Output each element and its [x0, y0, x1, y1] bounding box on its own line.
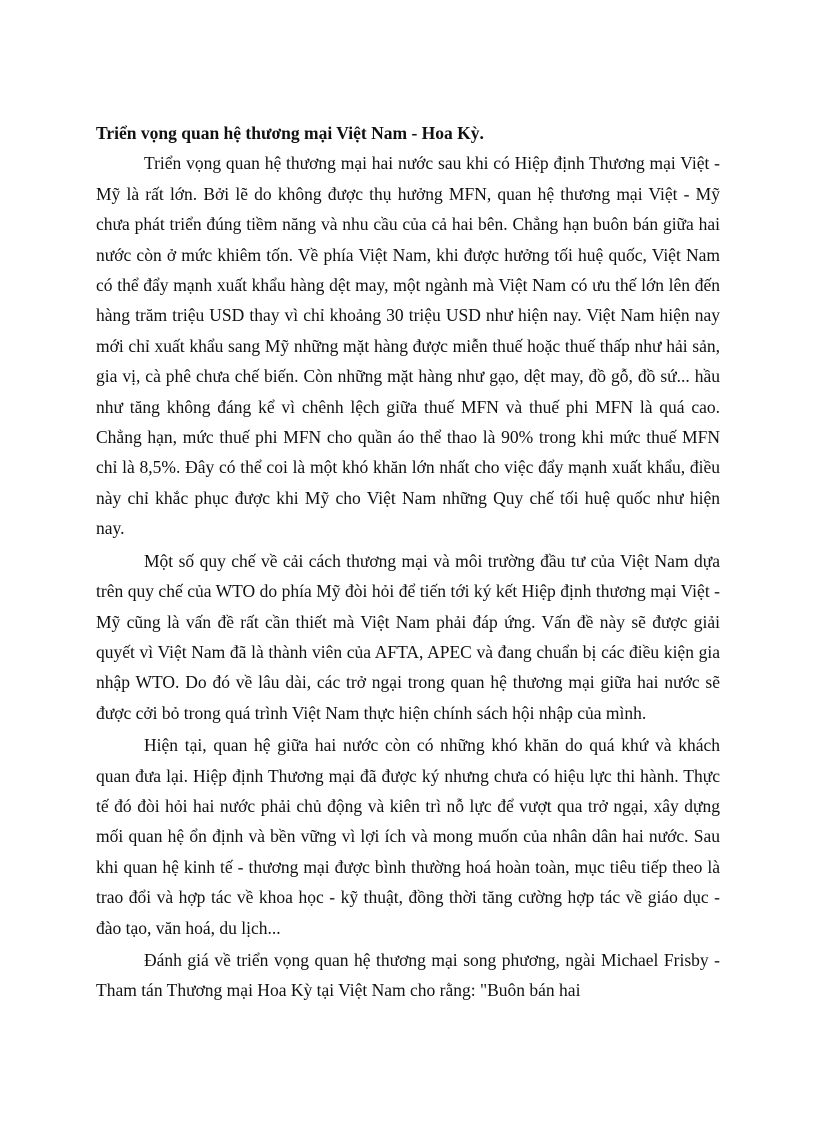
paragraph-2: Một số quy chế về cải cách thương mại và môi trường đầu tư của Việt Nam dựa trên quy chế của WTO do phía Mỹ đòi hỏi để tiến tới ký kết Hiệp định thương mại Việt - Mỹ cũng là vấn đề rất cần thiết mà Việt Nam phải đáp ứng. Vấn đề này sẽ được giải quyết vì Việt Nam đã là thành viên của AFTA, APEC và đang chuẩn bị các điều kiện gia nhập WTO. Do đó về lâu dài, các trở ngại trong quan hệ thương mại giữa hai nước sẽ được cởi bỏ trong quá trình Việt Nam thực hiện chính sách hội nhập của mình.: [96, 550, 720, 723]
paragraph-4: Đánh giá về triển vọng quan hệ thương mại song phương, ngài Michael Frisby - Tham tán Thương mại Hoa Kỳ tại Việt Nam cho rằng: "Buôn bán hai: [96, 949, 720, 1001]
section-title: Triển vọng quan hệ thương mại Việt Nam - Hoa Kỳ.: [96, 123, 484, 143]
document-page: [96, 118, 720, 1006]
paragraph-3: Hiện tại, quan hệ giữa hai nước còn có những khó khăn do quá khứ và khách quan đưa lại. Hiệp định Thương mại đã được ký nhưng chưa có hiệu lực thi hành. Thực tế đó đòi hỏi hai nước phải chủ động và kiên trì nỗ lực để vượt qua trở ngại, xây dựng mối quan hệ ổn định và bền vững vì lợi ích và mong muốn của nhân dân hai nước. Sau khi quan hệ kinh tế - thương mại được bình thường hoá hoàn toàn, mục tiêu tiếp theo là trao đổi và hợp tác về khoa học - kỹ thuật, đồng thời tăng cường hợp tác về giáo dục - đào tạo, văn hoá, du lịch...: [96, 735, 720, 938]
paragraph-1: Triển vọng quan hệ thương mại hai nước sau khi có Hiệp định Thương mại Việt - Mỹ là rất lớn. Bởi lẽ do không được thụ hưởng MFN, quan hệ thương mại Việt - Mỹ chưa phát triển đúng tiềm năng và nhu cầu của cả hai bên. Chẳng hạn buôn bán giữa hai nước còn ở mức khiêm tốn. Về phía Việt Nam, khi được hưởng tối huệ quốc, Việt Nam có thể đẩy mạnh xuất khẩu hàng dệt may, một ngành mà Việt Nam có ưu thế lớn lên đến hàng trăm triệu USD thay vì chỉ khoảng 30 triệu USD như hiện nay. Việt Nam hiện nay mới chỉ xuất khẩu sang Mỹ những mặt hàng được miễn thuế hoặc thuế thấp như hải sản, gia vị, cà phê chưa chế biến. Còn những mặt hàng như gạo, dệt may, đồ gỗ, đồ sứ... hầu như tăng không đáng kể vì chênh lệch giữa thuế MFN và thuế phi MFN là quá cao. Chẳng hạn, mức thuế phi MFN cho quần áo thể thao là 90% trong khi mức thuế MFN chỉ là 8,5%. Đây có thể coi là một khó khăn lớn nhất cho việc đẩy mạnh xuất khẩu, điều này chỉ khắc phục được khi Mỹ cho Việt Nam những Quy chế tối huệ quốc như hiện nay.: [96, 153, 720, 539]
